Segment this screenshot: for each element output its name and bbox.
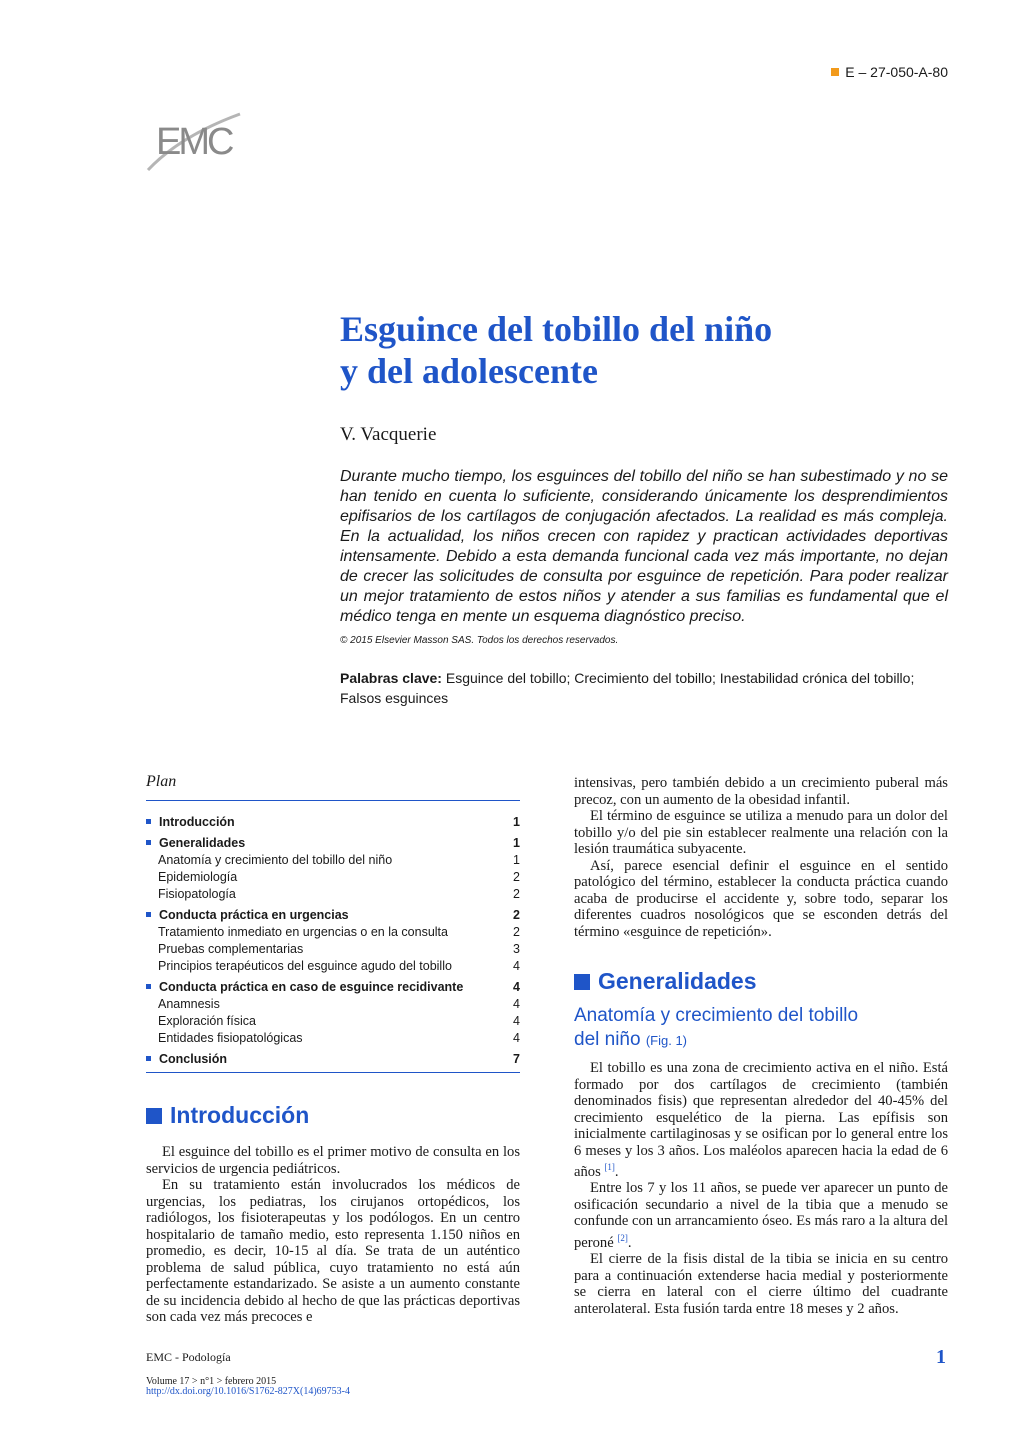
toc-item[interactable] xyxy=(146,834,520,851)
bullet-icon xyxy=(146,819,151,824)
toc-item[interactable] xyxy=(146,923,520,940)
table-of-contents xyxy=(146,813,520,1067)
reference-link[interactable]: [2] xyxy=(617,1232,628,1243)
paragraph: En su tratamiento están involucrados los médicos de urgencias, los pediatras, los cirujanos ortopédicos, los radiólogos, los fisioterapeutas y los podólogos. En un centro hospitalario de tamaño medio, esto representa 1.150 niños en promedio, es decir, 10-15 al día. Se trata de un auténtico problema de salud pública, cuyo tratamiento no está aún perfectamente estandarizado. Se asiste a un aumento constante de su incidencia debido al hecho de que las prácticas deportivas son cada vez más precoces e xyxy=(146,1177,520,1325)
toc-item[interactable] xyxy=(146,957,520,974)
generalidades-body xyxy=(574,1060,948,1317)
toc-item-text: Principios terapéuticos del esguince agudo del tobillo xyxy=(158,958,452,973)
toc-item-page: 7 xyxy=(513,1051,520,1066)
section-heading-generalidades xyxy=(574,968,757,995)
article-title-line1: Esguince del tobillo del niño xyxy=(340,309,773,349)
toc-item-label xyxy=(146,870,237,884)
toc-item[interactable] xyxy=(146,940,520,957)
page-number: 1 xyxy=(936,1346,946,1368)
keywords-list: Esguince del tobillo; Crecimiento del tobillo; Inestabilidad crónica del tobillo; Falsos esguinces xyxy=(340,670,915,706)
subsection-heading-anatomia xyxy=(574,1004,954,1053)
toc-item[interactable] xyxy=(146,978,520,995)
toc-item-text: Epidemiología xyxy=(158,869,238,884)
toc-item-page: 4 xyxy=(513,958,520,973)
toc-item-label xyxy=(146,925,448,939)
orange-square-icon xyxy=(831,68,839,76)
toc-item[interactable] xyxy=(146,868,520,885)
toc-item[interactable] xyxy=(146,1012,520,1029)
toc-item-page: 4 xyxy=(513,996,520,1011)
document-reference xyxy=(831,64,948,80)
toc-item-page: 4 xyxy=(513,979,520,994)
toc-item-label xyxy=(146,853,392,867)
keywords-label: Palabras clave: xyxy=(340,670,442,686)
document-reference-text: E – 27-050-A-80 xyxy=(845,64,948,80)
keywords xyxy=(340,668,948,708)
toc-item-label xyxy=(146,836,245,850)
toc-item[interactable] xyxy=(146,851,520,868)
toc-item-label xyxy=(146,980,463,994)
paragraph: El término de esguince se utiliza a menudo para un dolor del tobillo y/o del pie sin establecer realmente una relación con la lesión traumática subyacente. xyxy=(574,808,948,857)
subsection-heading-line2: del niño xyxy=(574,1029,641,1050)
toc-item-label xyxy=(146,908,349,922)
toc-item-text: Conducta práctica en caso de esguince recidivante xyxy=(159,979,464,994)
bullet-icon xyxy=(146,1056,151,1061)
toc-item-page: 3 xyxy=(513,941,520,956)
toc-item-text: Pruebas complementarias xyxy=(158,941,304,956)
paragraph-text: Entre los 7 y los 11 años, se puede ver aparecer un punto de osificación secundario a nivel de la tibia que a menudo se confunde con un arrancamiento óseo. Es más raro a la altura del peroné xyxy=(574,1180,948,1251)
toc-item-text: Conclusión xyxy=(159,1051,228,1066)
toc-item-label xyxy=(146,1014,256,1028)
paragraph: intensivas, pero también debido a un crecimiento puberal más precoz, con un aumento de la obesidad infantil. xyxy=(574,775,948,808)
article-title xyxy=(340,308,960,392)
toc-item-text: Exploración física xyxy=(158,1013,256,1028)
toc-item-label xyxy=(146,1031,303,1045)
section-heading-text: Introducción xyxy=(170,1102,310,1128)
intro-body xyxy=(146,1144,520,1326)
volume-info: Volume 17 > n°1 > febrero 2015 xyxy=(146,1376,277,1387)
toc-item-page: 4 xyxy=(513,1013,520,1028)
toc-item[interactable] xyxy=(146,1050,520,1067)
reference-link[interactable]: [1] xyxy=(604,1162,615,1172)
emc-logo xyxy=(140,96,250,176)
toc-item-text: Entidades fisiopatológicas xyxy=(158,1030,303,1045)
toc-item[interactable] xyxy=(146,1029,520,1046)
doi-link[interactable]: http://dx.doi.org/10.1016/S1762-827X(14)69753-4 xyxy=(146,1386,350,1397)
toc-item-page: 2 xyxy=(513,886,520,901)
toc-item[interactable] xyxy=(146,995,520,1012)
blue-square-icon xyxy=(574,974,590,990)
toc-item-label xyxy=(146,997,220,1011)
section-heading-text: Generalidades xyxy=(598,968,757,994)
toc-item-label xyxy=(146,1052,227,1066)
toc-item-page: 2 xyxy=(513,924,520,939)
toc-item-label xyxy=(146,887,236,901)
toc-item[interactable] xyxy=(146,885,520,902)
toc-item-text: Conducta práctica en urgencias xyxy=(159,907,349,922)
article-title-line2: y del adolescente xyxy=(340,351,598,391)
toc-item-text: Introducción xyxy=(159,814,235,829)
emc-logo-text: EMC xyxy=(156,121,232,163)
plan-divider-top xyxy=(146,800,520,801)
paragraph: Entre los 7 y los 11 años, se puede ver aparecer un punto de osificación secundario a nivel de la tibia que a menudo se confunde con un arrancamiento óseo. Es más raro a la altura del peroné [2]. xyxy=(574,1180,948,1251)
toc-item-text: Fisiopatología xyxy=(158,886,236,901)
toc-item-page: 1 xyxy=(513,852,520,867)
toc-item-text: Generalidades xyxy=(159,835,246,850)
abstract: Durante mucho tiempo, los esguinces del tobillo del niño se han subestimado y no se han tenido en cuenta lo suficiente, considerando únicamente los desprendimientos epifisarios de los cartílagos de conjugación afectados. La realidad es más compleja. En la actualidad, los niños crecen con rapidez y practican actividades deportivas intensamente. Debido a esta demanda funcional cada vez más importante, no dejan de crecer las solicitudes de consulta por esguince de repetición. Para poder realizar un mejor tratamiento de estos niños y atender a sus familias es fundamental que el médico tenga en mente un esquema diagnóstico preciso. xyxy=(340,468,948,625)
bullet-icon xyxy=(146,840,151,845)
journal-name: EMC - Podología xyxy=(146,1350,231,1364)
paragraph: El cierre de la fisis distal de la tibia se inicia en su centro para a continuación extenderse hacia medial y posteriormente se cierra en lateral con el cierre último del cuadrante anterolateral. Esta fusión tarda entre 18 meses y 2 años. xyxy=(574,1251,948,1317)
plan-title: Plan xyxy=(146,773,177,790)
bullet-icon xyxy=(146,984,151,989)
figure-link[interactable]: (Fig. 1) xyxy=(645,1033,688,1048)
toc-item[interactable] xyxy=(146,906,520,923)
author-name: V. Vacquerie xyxy=(340,424,437,445)
paragraph-text: El tobillo es una zona de crecimiento activa en el niño. Está formado por dos cartílagos de crecimiento (también denominados fisis) que representan alrededor del 40-45% del crecimiento esquelético de la pierna. Las epífisis son inicialmente cartilaginosas y se osifican por lo general entre los 6 meses y los 3 años. Los maléolos aparecen hacia la edad de 6 años xyxy=(574,1060,948,1180)
toc-item-page: 2 xyxy=(513,907,520,922)
toc-item[interactable] xyxy=(146,813,520,830)
toc-item-label xyxy=(146,942,303,956)
intro-continuation xyxy=(574,775,948,940)
paragraph: El tobillo es una zona de crecimiento activa en el niño. Está formado por dos cartílagos de crecimiento (también denominados fisis) que representan alrededor del 40-45% del crecimiento esquelético de la pierna. Las epífisis son inicialmente cartilaginosas y se osifican por lo general entre los 6 meses y los 3 años. Los maléolos aparecen hacia la edad de 6 años [1]. xyxy=(574,1060,948,1180)
subsection-heading-line1: Anatomía y crecimiento del tobillo xyxy=(574,1005,859,1026)
plan-divider-bottom xyxy=(146,1072,520,1073)
toc-item-text: Tratamiento inmediato en urgencias o en la consulta xyxy=(158,924,448,939)
blue-square-icon xyxy=(146,1108,162,1124)
paragraph: Así, parece esencial definir el esguince en el sentido patológico del término, establecer la conducta práctica cuando acaba de producirse el accidente y, sobre todo, separar los diferentes cuadros nosológicos que se esconden detrás del término «esguince de repetición». xyxy=(574,857,948,940)
toc-item-label xyxy=(146,815,235,829)
toc-item-text: Anamnesis xyxy=(158,996,220,1011)
section-heading-introduccion xyxy=(146,1102,309,1129)
toc-item-page: 4 xyxy=(513,1030,520,1045)
bullet-icon xyxy=(146,912,151,917)
toc-item-text: Anatomía y crecimiento del tobillo del niño xyxy=(158,852,393,867)
paragraph: El esguince del tobillo es el primer motivo de consulta en los servicios de urgencia pediátricos. xyxy=(146,1144,520,1177)
copyright-notice: © 2015 Elsevier Masson SAS. Todos los derechos reservados. xyxy=(340,635,619,646)
toc-item-page: 1 xyxy=(513,814,520,829)
toc-item-page: 2 xyxy=(513,869,520,884)
toc-item-page: 1 xyxy=(513,835,520,850)
toc-item-label xyxy=(146,959,452,973)
